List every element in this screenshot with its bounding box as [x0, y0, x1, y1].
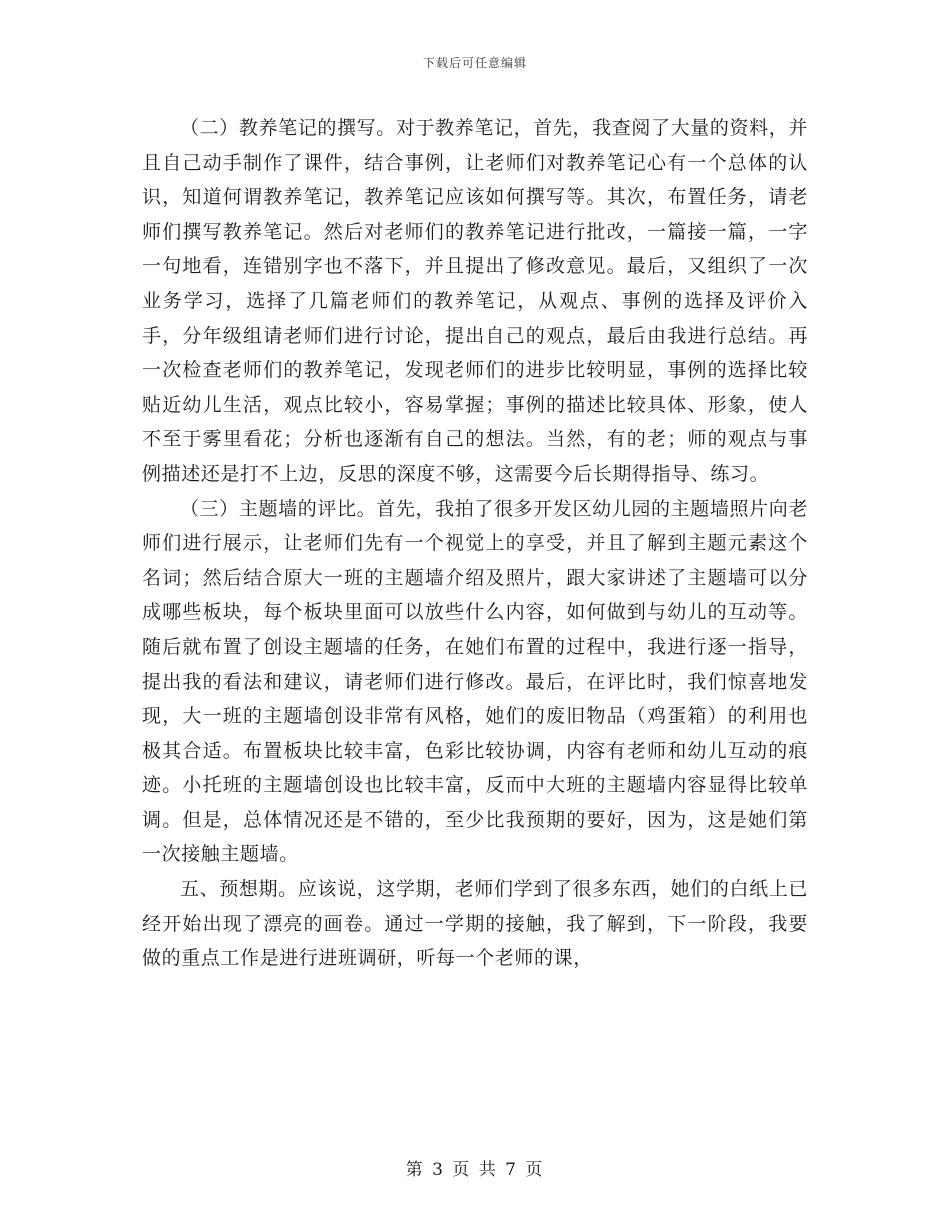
paragraph-outlook: 五、预想期。应该说，这学期，老师们学到了很多东西，她们的白纸上已经开始出现了漂亮的画卷。通过一学期的接触，我了解到，下一阶段，我要做的重点工作是进行进班调研，听每一个老师的课， [142, 878, 808, 970]
page-header-note: 下载后可任意编辑 [422, 56, 527, 70]
paragraph-theme-wall: （三）主题墙的评比。首先，我拍了很多开发区幼儿园的主题墙照片向老师们进行展示，让老师们先有一个视觉上的享受，并且了解到主题元素这个名词；然后结合原大一班的主题墙介绍及照片，跟大家讲述了主题墙可以分成哪些板块，每个板块里面可以放些什么内容，如何做到与幼儿的互动等。随后就布置了创设主题墙的任务，在她们布置的过程中，我进行逐一指导，提出我的看法和建议，请老师们进行修改。最后，在评比时，我们惊喜地发现，大一班的主题墙创设非常有风格，她们的废旧物品（鸡蛋箱）的利用也极其合适。布置板块比较丰富，色彩比较协调，内容有老师和幼儿互动的痕迹。小托班的主题墙创设也比较丰富，反而中大班的主题墙内容显得比较单调。但是，总体情况还是不错的，至少比我预期的要好，因为，这是她们第一次接触主题墙。 [142, 497, 808, 866]
document-body [142, 111, 808, 976]
paragraph-notes-writing: （二）教养笔记的撰写。对于教养笔记，首先，我查阅了大量的资料，并且自己动手制作了课件，结合事例，让老师们对教养笔记心有一个总体的认识，知道何谓教养笔记，教养笔记应该如何撰写等。其次，布置任务，请老师们撰写教养笔记。然后对老师们的教养笔记进行批改，一篇接一篇，一字一句地看，连错别字也不落下，并且提出了修改意见。最后，又组织了一次业务学习，选择了几篇老师们的教养笔记，从观点、事例的选择及评价入手，分年级组请老师们进行讨论，提出自己的观点，最后由我进行总结。再一次检查老师们的教养笔记，发现老师们的进步比较明显，事例的选择比较贴近幼儿生活，观点比较小，容易掌握；事例的描述比较具体、形象，使人不至于雾里看花；分析也逐渐有自己的想法。当然，有的老；师的观点与事例描述还是打不上边，反思的深度不够，这需要今后长期得指导、练习。 [142, 117, 808, 485]
page-number: 第 3 页 共 7 页 [405, 1160, 545, 1180]
